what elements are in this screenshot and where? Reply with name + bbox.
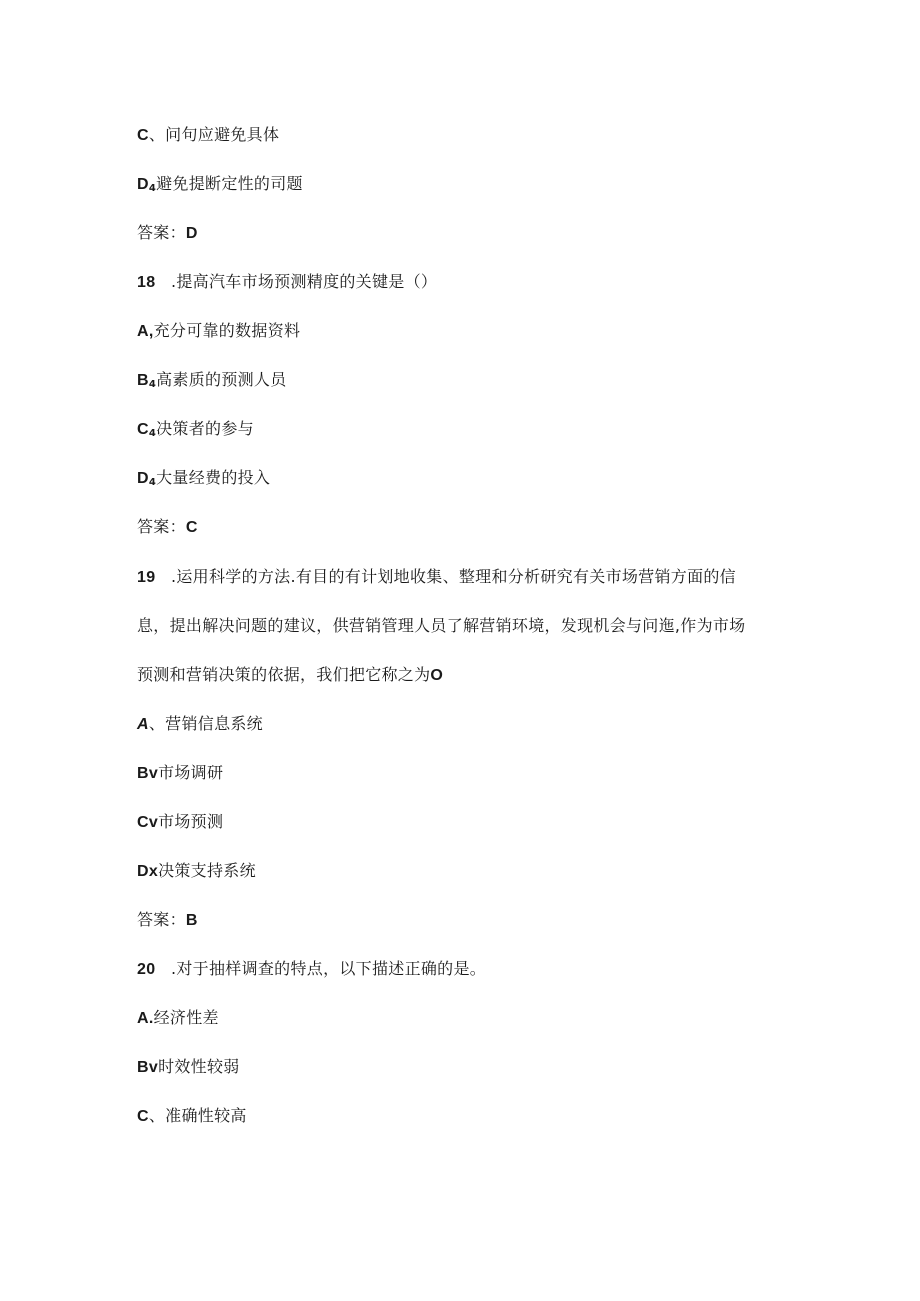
answer-value: D — [185, 225, 198, 242]
option-text: 市场预测 — [158, 812, 224, 831]
option-label: A — [137, 716, 149, 733]
question-number: 20 — [137, 961, 156, 978]
option-separator: , — [148, 323, 154, 340]
option-text: 时效性较弱 — [158, 1057, 240, 1076]
option-label: C — [137, 127, 149, 144]
question-number: 18 — [137, 274, 156, 291]
option-subscript: 4 — [148, 477, 157, 488]
option-separator: 、 — [148, 125, 166, 144]
q19-option-a — [137, 713, 263, 736]
option-text: 营销信息系统 — [165, 714, 263, 733]
option-text: 市场调研 — [158, 763, 224, 782]
answer-prefix: 答案： — [137, 517, 186, 536]
q18-option-b — [137, 369, 287, 396]
option-text: 决策支持系统 — [158, 861, 256, 880]
q20-option-c — [137, 1105, 247, 1128]
q19-stem-line-2 — [137, 615, 746, 637]
option-text: 充分可靠的数据资料 — [153, 321, 301, 340]
q18-stem — [137, 271, 437, 294]
option-label: D — [137, 176, 149, 193]
answer-value: B — [185, 912, 198, 929]
question-number: 19 — [137, 569, 156, 586]
q18-answer — [137, 516, 198, 539]
option-label: Cv — [137, 814, 159, 831]
question-text: 预测和营销决策的依据，我们把它称之为 — [137, 665, 431, 684]
option-text: 准确性较高 — [165, 1106, 247, 1125]
option-text: 决策者的参与 — [156, 419, 254, 438]
answer-prefix: 答案： — [137, 223, 186, 242]
option-label: D — [137, 470, 149, 487]
option-text: 高素质的预测人员 — [156, 370, 287, 389]
question-text: .对于抽样调查的特点，以下描述正确的是。 — [171, 959, 487, 978]
q20-stem — [137, 958, 486, 981]
question-text: 息，提出解决问题的建议，供营销管理人员了解营销环境，发现机会与问迤,作为市场 — [137, 616, 746, 635]
option-label: Bv — [137, 1059, 159, 1076]
q18-option-a — [137, 320, 300, 343]
question-text: .提高汽车市场预测精度的关键是（） — [171, 272, 438, 291]
answer-value: C — [185, 519, 198, 536]
q19-option-c — [137, 811, 223, 834]
option-label: C — [137, 421, 149, 438]
q17-option-d — [137, 173, 303, 200]
option-text: 避免提断定性的司题 — [156, 174, 303, 193]
option-label: A. — [137, 1010, 154, 1027]
q19-option-b — [137, 762, 223, 785]
q17-option-c — [137, 124, 279, 147]
option-label: C — [137, 1108, 149, 1125]
option-subscript: 4 — [148, 183, 157, 194]
question-blank-marker: O — [430, 667, 444, 684]
option-text: 问句应避免具体 — [165, 125, 280, 144]
q17-answer — [137, 222, 198, 245]
option-text: 经济性差 — [153, 1008, 219, 1027]
answer-prefix: 答案： — [137, 910, 186, 929]
option-label: A — [137, 323, 149, 340]
option-label: B — [137, 372, 149, 389]
q18-option-c — [137, 418, 254, 445]
option-separator: 、 — [148, 714, 166, 733]
option-text: 大量经费的投入 — [156, 468, 271, 487]
option-separator: 、 — [148, 1106, 166, 1125]
q19-stem-line-3 — [137, 664, 443, 687]
q20-option-a — [137, 1007, 219, 1030]
q19-option-d — [137, 860, 256, 883]
option-label: Bv — [137, 765, 159, 782]
q18-option-d — [137, 467, 270, 494]
option-subscript: 4 — [148, 428, 157, 439]
q20-option-b — [137, 1056, 240, 1079]
option-label: Dx — [137, 863, 159, 880]
q19-answer — [137, 909, 198, 932]
question-text: .运用科学的方法.有目的有计划地收集、整理和分析研究有关市场营销方面的信 — [171, 567, 736, 586]
option-subscript: 4 — [148, 379, 157, 390]
q19-stem-line-1 — [137, 566, 736, 589]
